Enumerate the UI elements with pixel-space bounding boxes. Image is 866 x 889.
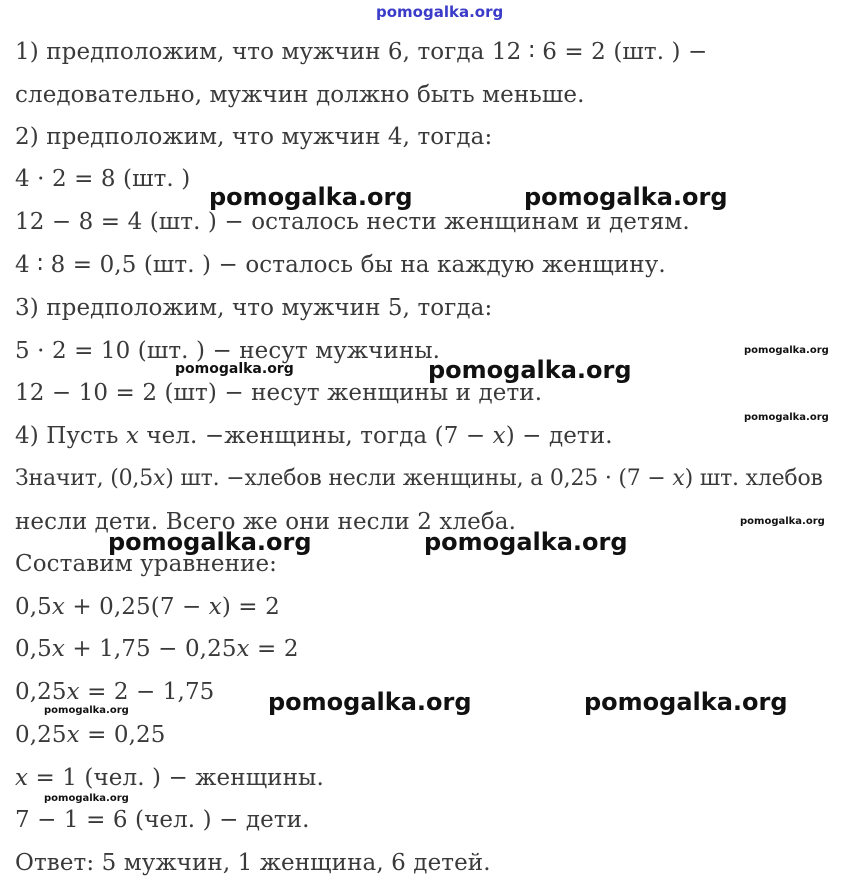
solution-line-13: Составим уравнение: [15,551,278,577]
watermark: pomogalka.org [175,361,294,377]
watermark-top: pomogalka.org [376,3,504,21]
solution-line-2: следовательно, мужчин должно быть меньше. [15,82,585,108]
solution-line-7: 3) предположим, что мужчин 5, тогда: [15,295,493,321]
equation-line-5: 𝑥 = 1 (чел. ) − женщины. [15,765,324,791]
answer-line: Ответ: 5 мужчин, 1 женщина, 6 детей. [15,850,491,876]
solution-line-6: 4 ∶ 8 = 0,5 (шт. ) − осталось бы на каждую женщину. [15,252,666,278]
solution-line-9: 12 − 10 = 2 (шт) − несут женщины и дети. [15,380,543,406]
solution-line-1: 1) предположим, что мужчин 6, тогда 12 ∶ 6 = 2 (шт. ) − [15,39,708,65]
watermark: pomogalka.org [740,516,825,527]
watermark: pomogalka.org [584,688,788,716]
watermark: pomogalka.org [44,705,129,716]
watermark: pomogalka.org [744,345,829,356]
solution-line-4: 4 · 2 = 8 (шт. ) [15,166,191,192]
solution-line-11: Значит, (0,5𝑥) шт. −хлебов несли женщины, а 0,25 · (7 − 𝑥) шт. хлебов [15,466,823,491]
watermark: pomogalka.org [524,183,728,211]
watermark: pomogalka.org [44,793,129,804]
watermark: pomogalka.org [209,183,413,211]
solution-line-3: 2) предположим, что мужчин 4, тогда: [15,124,493,150]
watermark: pomogalka.org [108,528,312,556]
equation-line-6: 7 − 1 = 6 (чел. ) − дети. [15,807,310,833]
solution-line-10: 4) Пусть 𝑥 чел. −женщины, тогда (7 − 𝑥) − дети. [15,423,613,449]
equation-line-2: 0,5𝑥 + 1,75 − 0,25𝑥 = 2 [15,636,299,662]
watermark: pomogalka.org [268,688,472,716]
watermark: pomogalka.org [744,412,829,423]
solution-line-5: 12 − 8 = 4 (шт. ) − осталось нести женщинам и детям. [15,209,690,235]
solution-line-8: 5 · 2 = 10 (шт. ) − несут мужчины. [15,338,441,364]
solution-line-12: несли дети. Всего же они несли 2 хлеба. [15,509,517,535]
equation-line-4: 0,25𝑥 = 0,25 [15,722,166,748]
watermark: pomogalka.org [424,528,628,556]
equation-line-1: 0,5𝑥 + 0,25(7 − 𝑥) = 2 [15,594,280,620]
equation-line-3: 0,25𝑥 = 2 − 1,75 [15,679,215,705]
watermark: pomogalka.org [428,356,632,384]
